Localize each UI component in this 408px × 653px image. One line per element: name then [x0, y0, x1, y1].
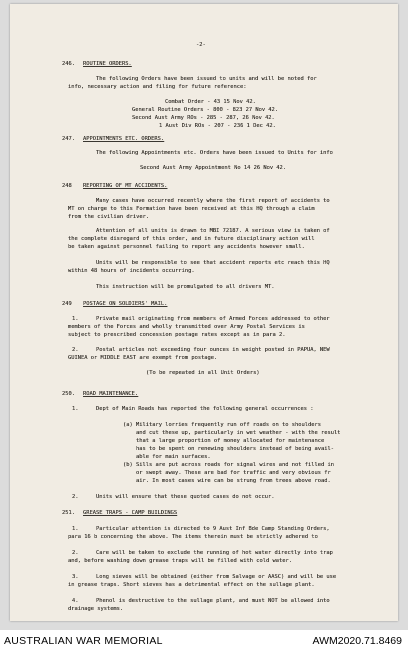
item-number: 2. — [72, 494, 79, 500]
paragraph-line: has to be spent on renewing shoulders instead of being avail- — [136, 446, 334, 452]
section-number: 248 — [62, 183, 72, 189]
sub-item-label: (b) — [123, 462, 133, 468]
paragraph-line: Long sieves will be obtained (either from Salvage or AASC) and will be use — [96, 574, 337, 580]
paragraph-line: be taken against personnel failing to report any accidents however small. — [68, 244, 305, 250]
reference-line: 1 Aust Div ROs - 207 - 236 1 Dec 42. — [159, 123, 276, 129]
section-number: 247. — [62, 136, 75, 142]
section-heading: ROUTINE ORDERS. — [83, 61, 132, 67]
item-number: 3. — [72, 574, 79, 580]
archive-footer — [0, 630, 408, 653]
paragraph-line: and, before washing down grease traps will be filled with cold water. — [68, 558, 292, 564]
item-number: 1. — [72, 406, 79, 412]
paragraph-line: Many cases have occurred recently where the first report of accidents to — [96, 198, 330, 204]
paragraph-line: Sills are put across roads for signal wires and not filled in — [136, 462, 334, 468]
section-heading: ROAD MAINTENANCE. — [83, 391, 139, 397]
item-number: 1. — [72, 526, 79, 532]
paragraph-line: Private mail originating from members of Armed Forces addressed to other — [96, 316, 330, 322]
page-number: -2- — [196, 42, 206, 48]
archive-reference: AWM2020.71.8469 — [312, 635, 402, 647]
paragraph-line: or swept away. These are bad for traffic and very obvious fr — [136, 470, 331, 476]
section-number: 251. — [62, 510, 75, 516]
paragraph-line: The following Appointments etc. Orders have been issued to Units for info — [96, 150, 333, 156]
paragraph-line: Postal articles not exceeding four ounces in weight posted in PAPUA, NEW — [96, 347, 330, 353]
paragraph-line: air. In most cases wire can be strung from trees above road. — [136, 478, 331, 484]
section-number: 249 — [62, 301, 72, 307]
reference-line: Second Aust Army ROs - 285 - 287, 26 Nov 42. — [132, 115, 275, 121]
section-heading: REPORTING OF MT ACCIDENTS. — [83, 183, 168, 189]
paragraph-line: Dept of Main Roads has reported the following general occurrences : — [96, 406, 314, 412]
paragraph-line: from the civilian driver. — [68, 214, 150, 220]
paragraph-line: in grease traps. Short sieves has a detrimental effect on the sullage plant. — [68, 582, 315, 588]
paragraph-line: Phenol is destructive to the sullage plant, and must NOT be allowed into — [96, 598, 330, 604]
paragraph-line: that a large proportion of money allocated for maintenance — [136, 438, 325, 444]
reference-line: Combat Order - 43 15 Nov 42. — [165, 99, 256, 105]
paragraph-line: Units will be responsible to see that accident reports etc reach this HQ — [96, 260, 330, 266]
reference-line: General Routine Orders - 800 - 823 27 Nov 42. — [132, 107, 279, 113]
paragraph-line: within 48 hours of incidents occurring. — [68, 268, 195, 274]
reference-line: Second Aust Army Appointment No 14 26 Nov 42. — [140, 165, 287, 171]
section-heading: POSTAGE ON SOLDIERS' MAIL. — [83, 301, 168, 307]
document-page — [10, 4, 398, 621]
item-number: 1. — [72, 316, 79, 322]
paragraph-line: subject to prescribed concession postage rates except as in para 2. — [68, 332, 286, 338]
paragraph-line: GUINEA or MIDDLE EAST are exempt from postage. — [68, 355, 218, 361]
item-number: 2. — [72, 550, 79, 556]
paragraph-line: able for main surfaces. — [136, 454, 211, 460]
paragraph-line: para 16 b concerning the above. The items therein must be strictly adhered to — [68, 534, 318, 540]
repeat-note: (To be repeated in all Unit Orders) — [146, 370, 260, 376]
paragraph-line: The following Orders have been issued to units and will be noted for — [96, 76, 317, 82]
item-number: 2. — [72, 347, 79, 353]
section-number: 250. — [62, 391, 75, 397]
paragraph-line: Military lorries frequently run off roads on to shoulders — [136, 422, 321, 428]
paragraph-line: Care will be taken to exclude the running of hot water directly into trap — [96, 550, 333, 556]
archive-name: AUSTRALIAN WAR MEMORIAL — [4, 635, 163, 647]
paragraph-line: This instruction will be promulgated to all drivers MT. — [96, 284, 275, 290]
paragraph-line: and cut these up, particularly in wet weather - with the result — [136, 430, 341, 436]
paragraph-line: drainage systems. — [68, 606, 124, 612]
paragraph-line: Attention of all units is drawn to MBI 72187. A serious view is taken of — [96, 228, 330, 234]
paragraph-line: members of the Forces and wholly transmitted over Army Postal Services is — [68, 324, 305, 330]
paragraph-line: Particular attention is directed to 9 Aust Inf Bde Camp Standing Orders, — [96, 526, 330, 532]
section-number: 246. — [62, 61, 75, 67]
document-text — [10, 4, 398, 621]
paragraph-line: MT on charge to this Formation have been received at this HQ through a claim — [68, 206, 315, 212]
paragraph-line: Units will ensure that these quoted cases do not occur. — [96, 494, 275, 500]
sub-item-label: (a) — [123, 422, 133, 428]
paragraph-line: the complete disregard of this order, and in future disciplinary action will — [68, 236, 315, 242]
section-heading: APPOINTMENTS ETC. ORDERS. — [83, 136, 165, 142]
section-heading: GREASE TRAPS - CAMP BUILDINGS — [83, 510, 178, 516]
paragraph-line: info, necessary action and filing for future reference: — [68, 84, 247, 90]
item-number: 4. — [72, 598, 79, 604]
